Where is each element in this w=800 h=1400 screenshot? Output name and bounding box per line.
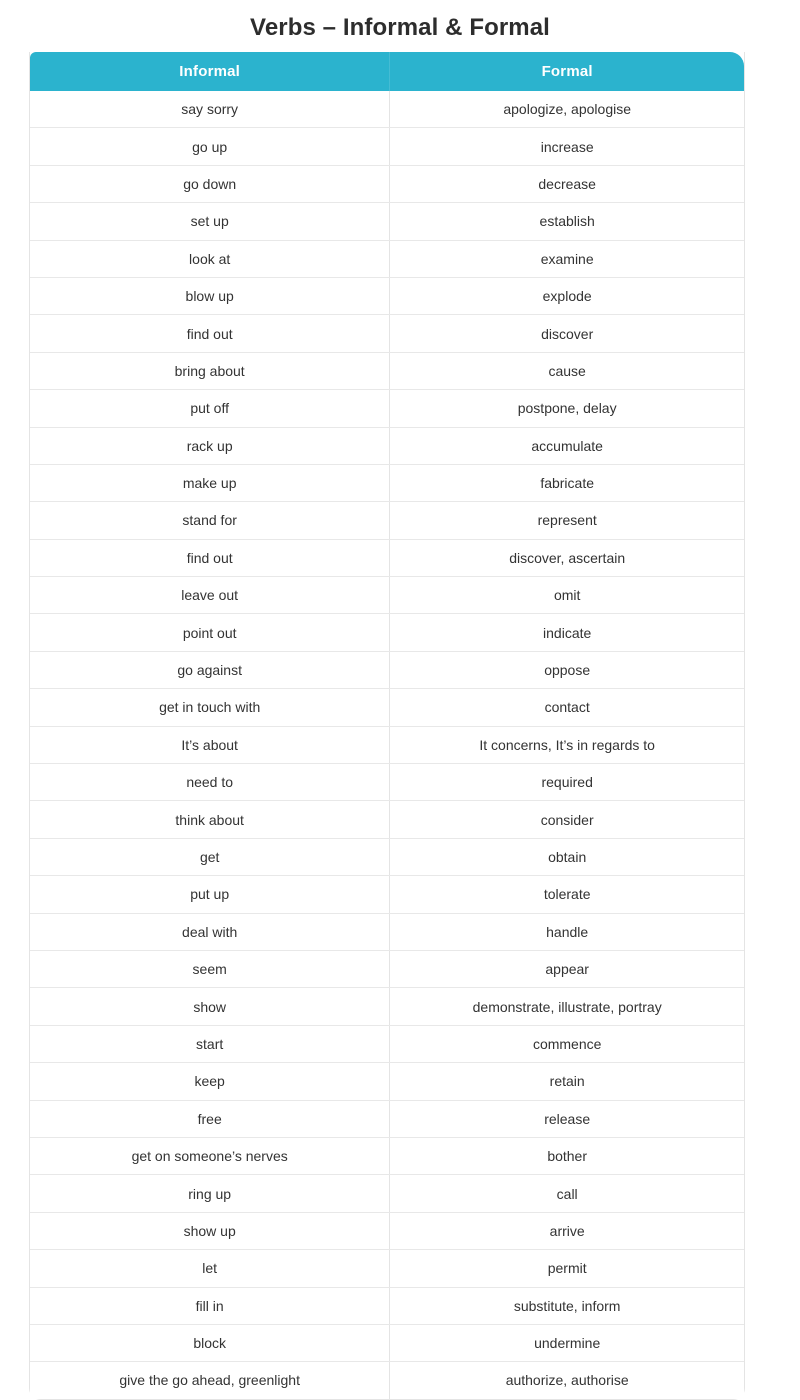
cell-formal: demonstrate, illustrate, portray <box>390 988 744 1025</box>
cell-informal: seem <box>30 950 390 987</box>
vocab-table-container <box>29 52 745 1400</box>
table-row <box>30 1362 744 1399</box>
table-row <box>30 764 744 801</box>
cell-informal: say sorry <box>30 91 390 128</box>
page-title: Verbs – Informal & Formal <box>250 14 550 41</box>
cell-informal: look at <box>30 240 390 277</box>
cell-informal: go up <box>30 128 390 165</box>
column-header-formal: Formal <box>390 52 744 91</box>
cell-formal: accumulate <box>390 427 744 464</box>
table-row <box>30 988 744 1025</box>
column-header-informal: Informal <box>30 52 390 91</box>
table-row <box>30 315 744 352</box>
table-row <box>30 464 744 501</box>
cell-formal: explode <box>390 277 744 314</box>
cell-formal: establish <box>390 203 744 240</box>
cell-informal: rack up <box>30 427 390 464</box>
cell-formal: indicate <box>390 614 744 651</box>
cell-informal: start <box>30 1025 390 1062</box>
table-row <box>30 801 744 838</box>
table-row <box>30 203 744 240</box>
table-row <box>30 1175 744 1212</box>
cell-informal: give the go ahead, greenlight <box>30 1362 390 1399</box>
table-row <box>30 427 744 464</box>
table-row <box>30 689 744 726</box>
cell-formal: handle <box>390 913 744 950</box>
cell-informal: stand for <box>30 502 390 539</box>
cell-informal: get on someone’s nerves <box>30 1137 390 1174</box>
cell-informal: find out <box>30 539 390 576</box>
cell-formal: substitute, inform <box>390 1287 744 1324</box>
cell-informal: free <box>30 1100 390 1137</box>
cell-informal: put up <box>30 876 390 913</box>
table-row <box>30 240 744 277</box>
table-row <box>30 1250 744 1287</box>
cell-informal: block <box>30 1324 390 1361</box>
cell-informal: fill in <box>30 1287 390 1324</box>
cell-formal: postpone, delay <box>390 390 744 427</box>
table-row <box>30 913 744 950</box>
cell-formal: discover, ascertain <box>390 539 744 576</box>
cell-formal: It concerns, It’s in regards to <box>390 726 744 763</box>
cell-formal: increase <box>390 128 744 165</box>
cell-formal: contact <box>390 689 744 726</box>
cell-formal: cause <box>390 352 744 389</box>
cell-formal: omit <box>390 577 744 614</box>
cell-informal: make up <box>30 464 390 501</box>
cell-informal: go down <box>30 165 390 202</box>
table-row <box>30 1324 744 1361</box>
table-row <box>30 614 744 651</box>
table-row <box>30 838 744 875</box>
cell-formal: fabricate <box>390 464 744 501</box>
cell-formal: arrive <box>390 1212 744 1249</box>
cell-informal: point out <box>30 614 390 651</box>
cell-formal: undermine <box>390 1324 744 1361</box>
table-body <box>30 91 744 1399</box>
table-row <box>30 352 744 389</box>
cell-formal: call <box>390 1175 744 1212</box>
cell-informal: let <box>30 1250 390 1287</box>
table-row <box>30 577 744 614</box>
cell-formal: tolerate <box>390 876 744 913</box>
table-row <box>30 876 744 913</box>
cell-informal: need to <box>30 764 390 801</box>
table-header <box>30 52 744 91</box>
cell-formal: authorize, authorise <box>390 1362 744 1399</box>
cell-formal: bother <box>390 1137 744 1174</box>
table-row <box>30 1287 744 1324</box>
table-row <box>30 726 744 763</box>
table-row <box>30 539 744 576</box>
table-row <box>30 1100 744 1137</box>
cell-formal: apologize, apologise <box>390 91 744 128</box>
cell-formal: discover <box>390 315 744 352</box>
table-row <box>30 390 744 427</box>
cell-informal: deal with <box>30 913 390 950</box>
table-row <box>30 91 744 128</box>
cell-informal: get in touch with <box>30 689 390 726</box>
cell-informal: go against <box>30 651 390 688</box>
cell-formal: obtain <box>390 838 744 875</box>
table-row <box>30 128 744 165</box>
table-row <box>30 651 744 688</box>
cell-informal: get <box>30 838 390 875</box>
cell-formal: release <box>390 1100 744 1137</box>
table-row <box>30 1025 744 1062</box>
table-row <box>30 165 744 202</box>
cell-formal: retain <box>390 1063 744 1100</box>
table-header-row <box>30 52 744 91</box>
cell-formal: oppose <box>390 651 744 688</box>
cell-informal: show up <box>30 1212 390 1249</box>
table-row <box>30 1137 744 1174</box>
cell-informal: ring up <box>30 1175 390 1212</box>
cell-formal: permit <box>390 1250 744 1287</box>
cell-formal: commence <box>390 1025 744 1062</box>
table-row <box>30 502 744 539</box>
cell-informal: think about <box>30 801 390 838</box>
table-row <box>30 1063 744 1100</box>
cell-formal: represent <box>390 502 744 539</box>
cell-informal: find out <box>30 315 390 352</box>
cell-informal: It’s about <box>30 726 390 763</box>
cell-formal: examine <box>390 240 744 277</box>
cell-informal: bring about <box>30 352 390 389</box>
cell-informal: keep <box>30 1063 390 1100</box>
informal-formal-table <box>30 52 744 1399</box>
table-row <box>30 950 744 987</box>
cell-formal: appear <box>390 950 744 987</box>
cell-formal: decrease <box>390 165 744 202</box>
table-row <box>30 1212 744 1249</box>
cell-informal: put off <box>30 390 390 427</box>
table-row <box>30 277 744 314</box>
cell-formal: consider <box>390 801 744 838</box>
cell-informal: set up <box>30 203 390 240</box>
cell-informal: show <box>30 988 390 1025</box>
cell-informal: blow up <box>30 277 390 314</box>
cell-formal: required <box>390 764 744 801</box>
cell-informal: leave out <box>30 577 390 614</box>
